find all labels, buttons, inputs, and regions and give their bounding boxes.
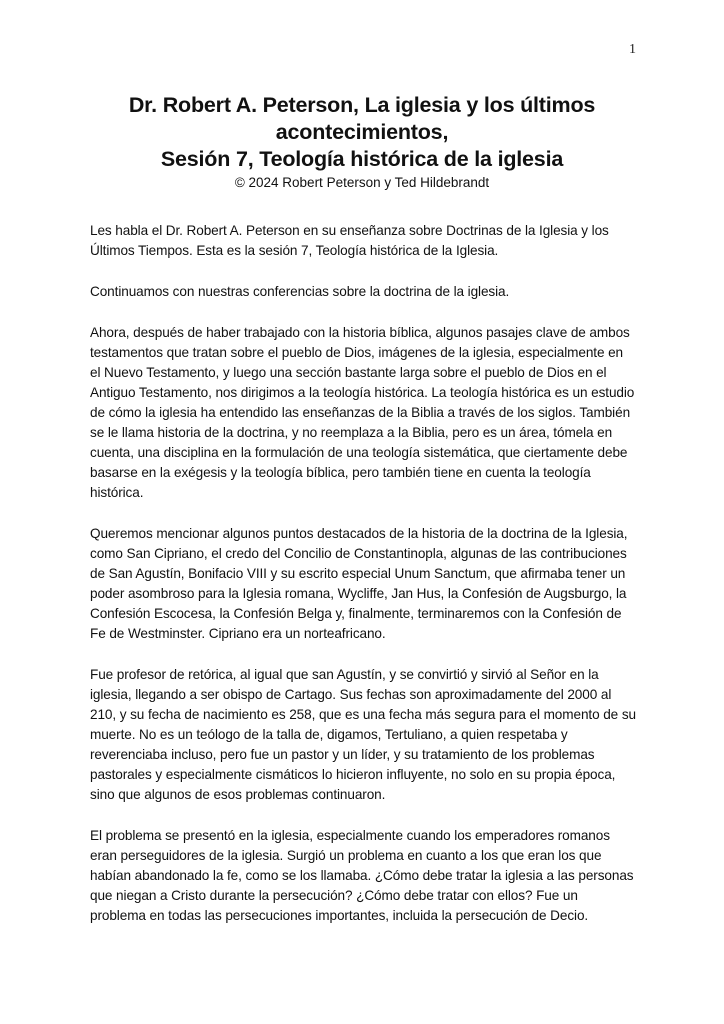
document-body	[90, 221, 636, 947]
paragraph-continuation: Continuamos con nuestras conferencias sobre la doctrina de la iglesia.	[90, 284, 510, 299]
paragraph-persecution: El problema se presentó en la iglesia, especialmente cuando los emperadores romanos eran perseguidores de la iglesia. Surgió un problema en cuanto a los que eran los que habían abandonado la fe, como se los llamaba. ¿Cómo debe tratar la iglesia a las personas que niegan a Cristo durante la persecución? ¿Cómo debe tratar con ellos? Fue un problema en todas las persecuciones importantes, incluida la persecución de Decio.	[90, 828, 634, 923]
document-title	[90, 92, 634, 173]
page-number: 1	[629, 42, 636, 57]
document-header	[90, 92, 634, 192]
title-line-2: acontecimientos,	[275, 120, 449, 144]
copyright-notice: © 2024 Robert Peterson y Ted Hildebrandt	[234, 175, 490, 190]
paragraph-highlights: Queremos mencionar algunos puntos destacados de la historia de la doctrina de la Iglesia, como San Cipriano, el credo del Concilio de Constantinopla, algunas de las contribuciones de San Agustín, Bonifacio VIII y su escrito especial Unum Sanctum, que afirmaba tener un poder asombroso para la Iglesia romana, Wycliffe, Jan Hus, la Confesión de Augsburgo, la Confesión Escocesa, la Confesión Belga y, finalmente, terminaremos con la Confesión de Fe de Westminster. Cipriano era un norteafricano.	[90, 526, 628, 641]
paragraph-historical-theology: Ahora, después de haber trabajado con la historia bíblica, algunos pasajes clave de ambos testamentos que tratan sobre el pueblo de Dios, imágenes de la iglesia, especialmente en el Nuevo Testamento, y luego una sección bastante larga sobre el pueblo de Dios en el Antiguo Testamento, nos dirigimos a la teología histórica. La teología histórica es un estudio de cómo la iglesia ha entendido las enseñanzas de la Biblia a través de los siglos. También se le llama historia de la doctrina, y no reemplaza a la Biblia, pero es un área, tómela en cuenta, una disciplina en la formulación de una teología sistemática, que ciertamente debe basarse en la exégesis y la teología bíblica, pero también tiene en cuenta la teología histórica.	[90, 325, 635, 500]
title-line-1: Dr. Robert A. Peterson, La iglesia y los últimos	[128, 93, 596, 117]
paragraph-cyprian: Fue profesor de retórica, al igual que san Agustín, y se convirtió y sirvió al Señor en la iglesia, llegando a ser obispo de Cartago. Sus fechas son aproximadamente del 2000 al 210, y su fecha de nacimiento es 258, que es una fecha más segura para el momento de su muerte. No es un teólogo de la talla de, digamos, Tertuliano, a quien respetaba y reverenciaba incluso, pero fue un pastor y un líder, y su tratamiento de los problemas pastorales y especialmente cismáticos lo hicieron influyente, no solo en su propia época, sino que algunos de esos problemas continuaron.	[90, 667, 636, 802]
paragraph-intro: Les habla el Dr. Robert A. Peterson en su enseñanza sobre Doctrinas de la Iglesia y los Últimos Tiempos. Esta es la sesión 7, Teología histórica de la Iglesia.	[90, 223, 609, 258]
title-line-3: Sesión 7, Teología histórica de la iglesia	[160, 147, 564, 171]
